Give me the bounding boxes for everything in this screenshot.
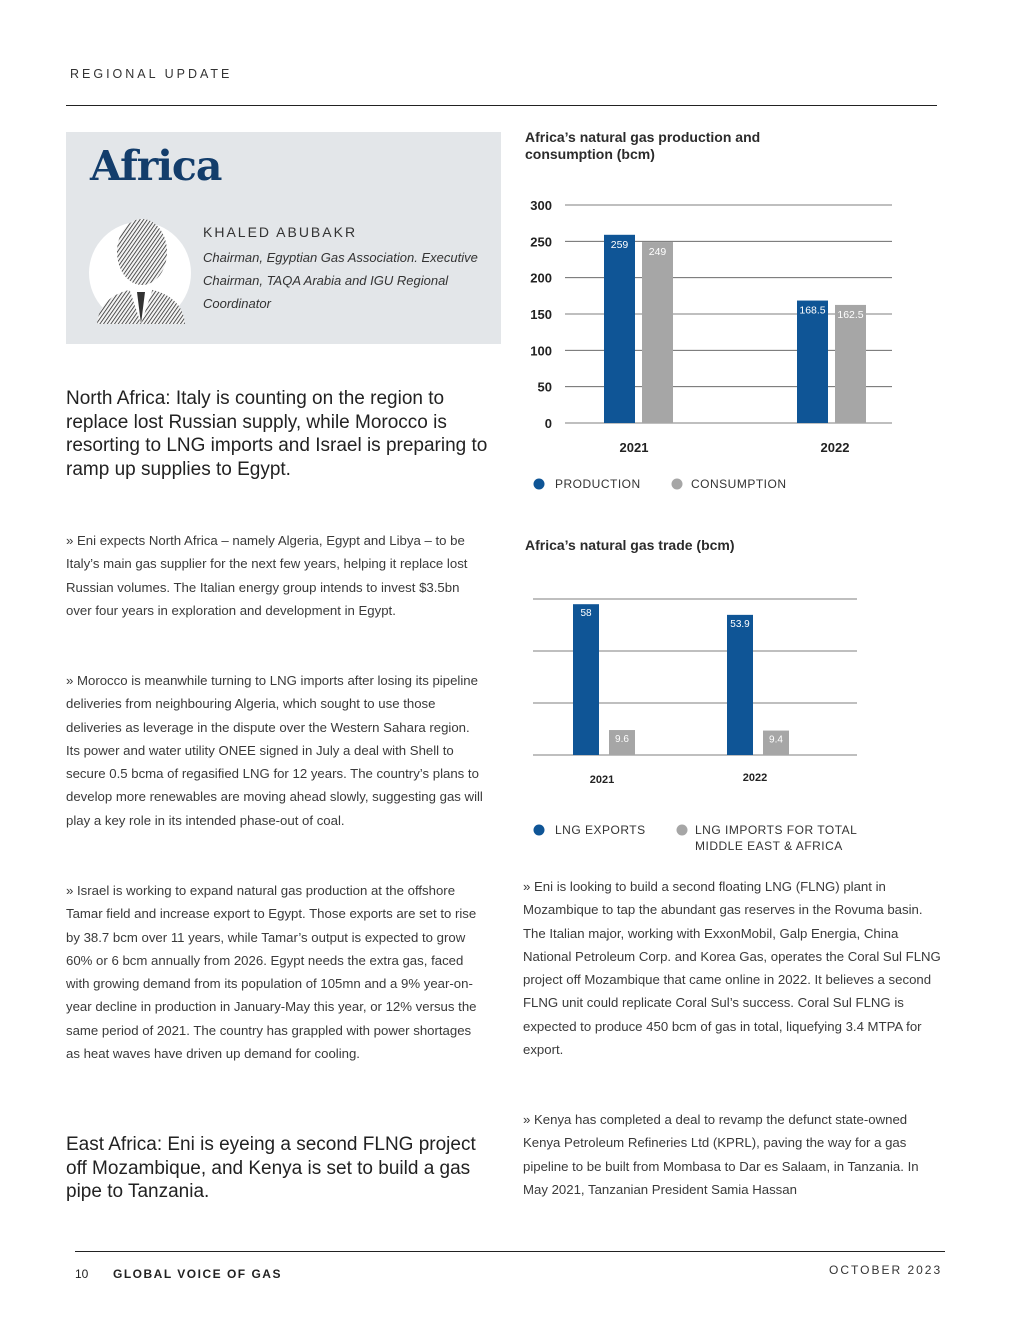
chart1-bar-production [797, 301, 828, 423]
legend-production-label: PRODUCTION [555, 477, 641, 491]
top-divider [66, 105, 937, 106]
chart-gas-trade [520, 590, 900, 860]
chart1-bar-consumption [835, 305, 866, 423]
chart2-bar-value-label: 53.9 [730, 618, 750, 630]
magazine-name: GLOBAL VOICE OF GAS [113, 1267, 282, 1281]
legend-lng-imports-label-line2: MIDDLE EAST & AFRICA [695, 839, 843, 853]
chart1-bar-value-label: 259 [610, 238, 629, 251]
author-portrait [89, 208, 191, 324]
chart1-ytick-label: 0 [544, 416, 552, 431]
legend-consumption-label: CONSUMPTION [691, 477, 787, 491]
paragraph-kenya: » Kenya has completed a deal to revamp the defunct state-owned Kenya Petroleum Refineries Ltd (KPRL), paving the way for a gas pipeline to be built from Mombasa to Dar es Salaam, in Tanzania. In May 2021, Tanzanian President Samia Hassan [523, 1112, 919, 1197]
legend-lng-imports-marker [677, 825, 688, 836]
chart1-xlabel-2022: 2022 [820, 440, 850, 455]
chart2-bar-value-label: 58 [580, 608, 592, 620]
issue-date: OCTOBER 2023 [829, 1263, 943, 1277]
paragraph-israel: » Israel is working to expand natural gas production at the offshore Tamar field and increase export to Egypt. Those exports are set to rise by 38.7 bcm over 11 years, while Tamar’s output is expected to grow 60% or 6 bcm annually from 2026. Egypt needs the extra gas, faced with growing demand from its population of 105mn and a 9% year-on-year decline in production in January-May this year, or 12% versus the same period of 2021. The country has grappled with power shortages as heat waves have driven up demand for cooling. [66, 883, 477, 1062]
chart1-ytick-label: 250 [530, 234, 552, 250]
legend-lng-exports-label: LNG EXPORTS [555, 823, 646, 837]
chart1-ytick-label: 300 [530, 198, 552, 213]
chart2-xlabel-2021: 2021 [589, 774, 615, 786]
section-label: REGIONAL UPDATE [70, 67, 233, 81]
section-headline-north-africa: North Africa: Italy is counting on the region to replace lost Russian supply, while Morocco is resorting to LNG imports and Israel is preparing to ramp up supplies to Egypt. [66, 388, 488, 480]
paragraph-eni-mozambique: » Eni is looking to build a second floating LNG (FLNG) plant in Mozambique to tap the abundant gas reserves in the Rovuma basin. The Italian major, working with ExxonMobil, Galp Energia, China National Petroleum Corp. and Korea Gas, operates the Coral Sul FLNG project off Mozambique that came online in 2022. It believes a second FLNG unit could replicate Coral Sul’s success. Coral Sul FLNG is expected to produce 450 bcm of gas in total, liquefying 3.4 MTPA for export. [523, 879, 941, 1058]
page-number: 10 [75, 1267, 89, 1281]
section-headline-east-africa: East Africa: Eni is eyeing a second FLNG project off Mozambique, and Kenya is set to build a gas pipe to Tanzania. [66, 1134, 476, 1202]
legend-lng-imports-label-line1: LNG IMPORTS FOR TOTAL [695, 823, 858, 837]
chart1-bar-production [604, 235, 635, 423]
chart2-bar-lng-exports [573, 604, 599, 755]
chart2-xlabel-2022: 2022 [742, 772, 768, 784]
chart-production-consumption [520, 190, 900, 500]
chart1-ytick-label: 50 [537, 379, 552, 395]
chart1-bar-value-label: 162.5 [837, 308, 864, 321]
legend-lng-exports-marker [534, 825, 545, 836]
chart1-bar-value-label: 168.5 [799, 304, 826, 317]
page-title: Africa [90, 142, 222, 190]
portrait-illustration [89, 208, 191, 324]
chart1-ytick-label: 100 [530, 343, 552, 359]
author-name: KHALED ABUBAKR [203, 224, 358, 240]
legend-consumption-marker [672, 479, 683, 490]
paragraph-morocco: » Morocco is meanwhile turning to LNG imports after losing its pipeline deliveries from neighbouring Algeria, which sought to use those deliveries as leverage in the dispute over the Western Sahara region. Its power and water utility ONEE signed in July a deal with Shell to secure 0.5 bcma of regasified LNG for 12 years. The country’s plans to develop more renewables are moving ahead slowly, suggesting gas will play a key role in its intended phase-out of coal. [66, 673, 483, 828]
paragraph-eni-north-africa: » Eni expects North Africa – namely Algeria, Egypt and Libya – to be Italy’s main gas supplier for the next few years, helping it replace lost Russian volumes. The Italian energy group intends to invest $3.5bn over four years in exploration and development in Egypt. [66, 533, 468, 618]
chart2-bar-value-label: 9.4 [769, 734, 783, 746]
bottom-divider [75, 1251, 945, 1252]
legend-production-marker [534, 479, 545, 490]
chart1-bar-consumption [642, 242, 673, 423]
chart2-bar-value-label: 9.6 [615, 734, 629, 746]
chart1-xlabel-2021: 2021 [619, 440, 649, 455]
chart1-title: Africa’s natural gas production and consumption (bcm) [525, 129, 761, 162]
author-role: Chairman, Egyptian Gas Association. Executive Chairman, TAQA Arabia and IGU Regional Coordinator [203, 250, 478, 311]
chart1-bar-value-label: 249 [648, 246, 667, 259]
chart1-ytick-label: 200 [530, 270, 552, 286]
chart2-title: Africa’s natural gas trade (bcm) [525, 537, 735, 553]
chart1-ytick-label: 150 [530, 307, 552, 322]
chart2-bar-lng-exports [727, 615, 753, 755]
